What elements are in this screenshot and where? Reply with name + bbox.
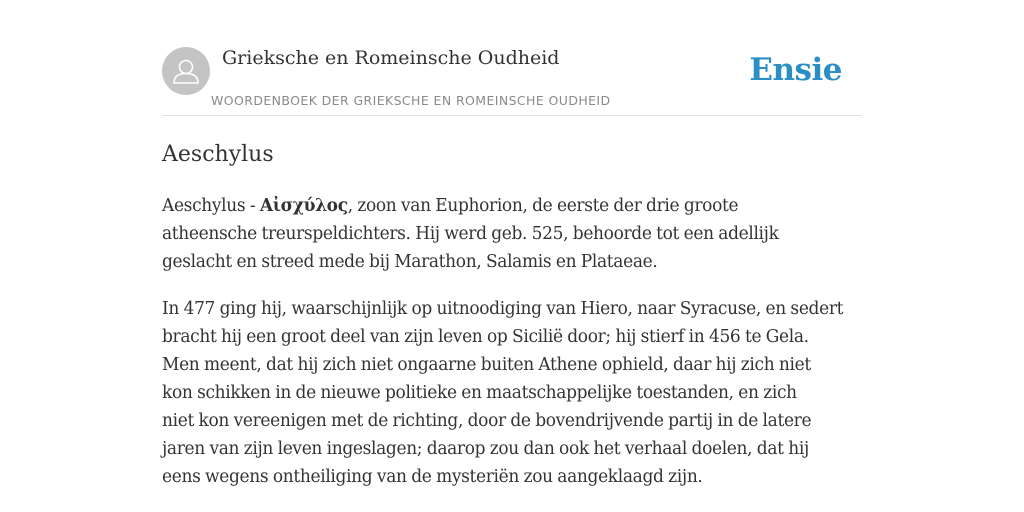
paragraph-line: niet kon vereenigen met de richting, door de bovendrijvende partij in de latere	[162, 411, 812, 431]
paragraph-line: In 477 ging hij, waarschijnlijk op uitnoodiging van Hiero, naar Syracuse, en sedert	[162, 299, 844, 319]
entry-paragraph-1	[162, 192, 882, 276]
paragraph-line: eens wegens ontheiliging van de mysteriën zou aangeklaagd zijn.	[162, 467, 703, 487]
paragraph-line: jaren van zijn leven ingeslagen; daarop zou dan ook het verhaal doelen, dat hij	[162, 439, 809, 459]
ensie-logo[interactable]: Ensie	[749, 52, 842, 88]
paragraph-line: Men meent, dat hij zich niet ongaarne buiten Athene ophield, daar hij zich niet	[162, 355, 811, 375]
entry-lead: Aeschylus -	[162, 196, 260, 216]
paragraph-line: bracht hij een groot deel van zijn leven op Sicilië door; hij stierf in 456 te Gela.	[162, 327, 809, 347]
paragraph-text: , zoon van Euphorion, de eerste der drie groote	[347, 196, 739, 216]
dictionary-title[interactable]: Grieksche en Romeinsche Oudheid	[222, 47, 560, 69]
header	[162, 0, 862, 116]
dictionary-subtitle: WOORDENBOEK DER GRIEKSCHE EN ROMEINSCHE OUDHEID	[211, 93, 611, 108]
page	[162, 0, 862, 512]
entry-paragraph-2	[162, 295, 882, 491]
paragraph-line: kon schikken in de nieuwe politieke en maatschappelijke toestanden, en zich	[162, 383, 797, 403]
entry-title: Aeschylus	[162, 142, 274, 167]
paragraph-line: atheensche treurspeldichters. Hij werd geb. 525, behoorde tot een adellijk	[162, 224, 779, 244]
avatar-person-icon	[162, 47, 210, 95]
greek-name: Αἰσχύλος	[259, 196, 348, 216]
paragraph-line: geslacht en streed mede bij Marathon, Salamis en Plataeae.	[162, 252, 658, 272]
user-avatar-icon[interactable]	[162, 47, 210, 95]
paragraph-line	[162, 192, 862, 220]
